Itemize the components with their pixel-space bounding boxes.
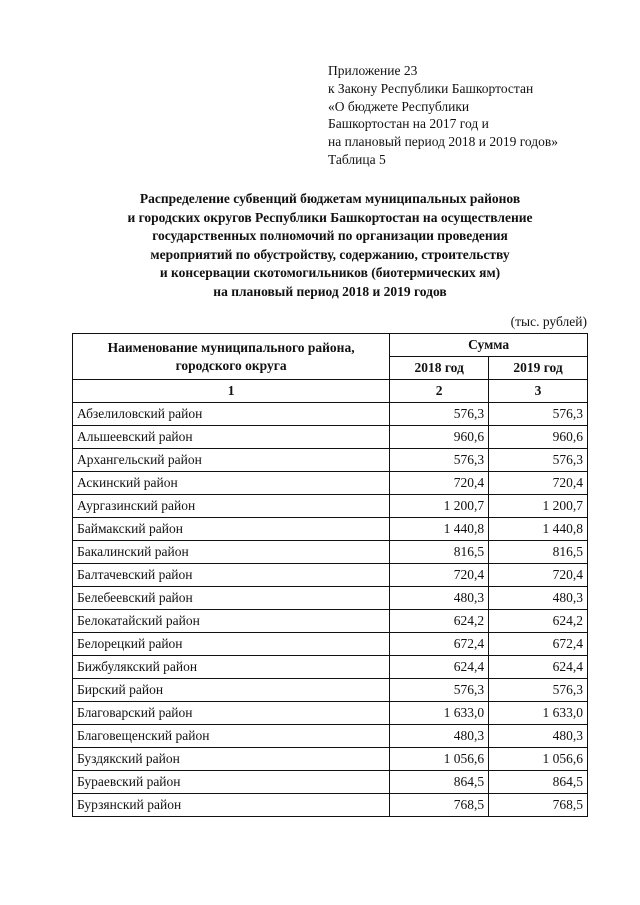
title-line: мероприятий по обустройству, содержанию, строительству <box>150 246 510 262</box>
value-2019: 960,6 <box>489 426 588 449</box>
district-name: Белебеевский район <box>73 587 390 610</box>
district-name: Архангельский район <box>73 449 390 472</box>
header-sum: Сумма <box>390 334 588 357</box>
value-2018: 672,4 <box>390 633 489 656</box>
district-name: Аскинский район <box>73 472 390 495</box>
value-2019: 720,4 <box>489 564 588 587</box>
annex-line: Таблица 5 <box>328 151 386 167</box>
table-row <box>73 564 588 587</box>
table-row <box>73 794 588 817</box>
value-2019: 480,3 <box>489 587 588 610</box>
value-2019: 720,4 <box>489 472 588 495</box>
value-2019: 672,4 <box>489 633 588 656</box>
district-name: Бирский район <box>73 679 390 702</box>
value-2018: 1 633,0 <box>390 702 489 725</box>
value-2019: 576,3 <box>489 449 588 472</box>
district-name: Абзелиловский район <box>73 403 390 426</box>
table-row <box>73 679 588 702</box>
table-row <box>73 403 588 426</box>
subsidy-table <box>72 333 588 817</box>
district-name: Благовещенский район <box>73 725 390 748</box>
value-2019: 576,3 <box>489 679 588 702</box>
title-line: Распределение субвенций бюджетам муниципальных районов <box>139 191 521 206</box>
value-2019: 1 440,8 <box>489 518 588 541</box>
title-line: государственных полномочий по организации проведения <box>152 228 508 244</box>
value-2019: 1 633,0 <box>489 702 588 725</box>
district-name: Баймакский район <box>73 518 390 541</box>
value-2019: 624,4 <box>489 656 588 679</box>
col-number: 3 <box>489 380 588 403</box>
district-name: Бижбулякский район <box>73 656 390 679</box>
table-row <box>73 725 588 748</box>
value-2018: 816,5 <box>390 541 489 564</box>
value-2019: 1 056,6 <box>489 748 588 771</box>
value-2019: 1 200,7 <box>489 495 588 518</box>
table-row <box>73 587 588 610</box>
value-2019: 816,5 <box>489 541 588 564</box>
table-row <box>73 610 588 633</box>
title-line: и консервации скотомогильников (биотермических ям) <box>159 265 501 281</box>
district-name: Белокатайский район <box>73 610 390 633</box>
col-number: 2 <box>390 380 489 403</box>
value-2018: 1 056,6 <box>390 748 489 771</box>
header-year-2018: 2018 год <box>390 357 489 380</box>
district-name: Благоварский район <box>73 702 390 725</box>
value-2018: 576,3 <box>390 403 489 426</box>
annex-line: на плановый период 2018 и 2019 годов» <box>328 134 559 150</box>
value-2019: 576,3 <box>489 403 588 426</box>
value-2018: 1 200,7 <box>390 495 489 518</box>
value-2018: 1 440,8 <box>390 518 489 541</box>
title-line: и городских округов Республики Башкортостан на осуществление <box>127 209 533 225</box>
district-name: Белорецкий район <box>73 633 390 656</box>
title-line: на плановый период 2018 и 2019 годов <box>213 283 447 299</box>
table-row <box>73 656 588 679</box>
value-2018: 480,3 <box>390 725 489 748</box>
units-note: (тыс. рублей) <box>510 314 587 329</box>
table-row <box>73 771 588 794</box>
header-year-2019: 2019 год <box>489 357 588 380</box>
district-name: Бакалинский район <box>73 541 390 564</box>
header-name: Наименование муниципального района, городского округа <box>73 334 390 380</box>
value-2019: 624,2 <box>489 610 588 633</box>
annex-line: Приложение 23 <box>328 63 418 78</box>
table-row <box>73 426 588 449</box>
table-row <box>73 449 588 472</box>
district-name: Буздякский район <box>73 748 390 771</box>
table-row <box>73 518 588 541</box>
value-2019: 768,5 <box>489 794 588 817</box>
document-title <box>60 190 600 302</box>
table-row <box>73 541 588 564</box>
value-2019: 480,3 <box>489 725 588 748</box>
value-2018: 960,6 <box>390 426 489 449</box>
value-2018: 624,2 <box>390 610 489 633</box>
annex-block <box>328 62 558 169</box>
table-row <box>73 633 588 656</box>
district-name: Бураевский район <box>73 771 390 794</box>
annex-line: «О бюджете Республики <box>328 98 470 114</box>
col-number: 1 <box>73 380 390 403</box>
value-2018: 720,4 <box>390 564 489 587</box>
district-name: Балтачевский район <box>73 564 390 587</box>
table-row <box>73 748 588 771</box>
annex-line: Башкортостан на 2017 год и <box>328 116 489 132</box>
value-2018: 864,5 <box>390 771 489 794</box>
value-2018: 720,4 <box>390 472 489 495</box>
district-name: Альшеевский район <box>73 426 390 449</box>
value-2018: 480,3 <box>390 587 489 610</box>
table-row <box>73 472 588 495</box>
value-2018: 576,3 <box>390 679 489 702</box>
value-2018: 768,5 <box>390 794 489 817</box>
table-row <box>73 702 588 725</box>
value-2018: 624,4 <box>390 656 489 679</box>
value-2019: 864,5 <box>489 771 588 794</box>
value-2018: 576,3 <box>390 449 489 472</box>
table-row <box>73 495 588 518</box>
annex-line: к Закону Республики Башкортостан <box>328 80 534 96</box>
district-name: Аургазинский район <box>73 495 390 518</box>
district-name: Бурзянский район <box>73 794 390 817</box>
